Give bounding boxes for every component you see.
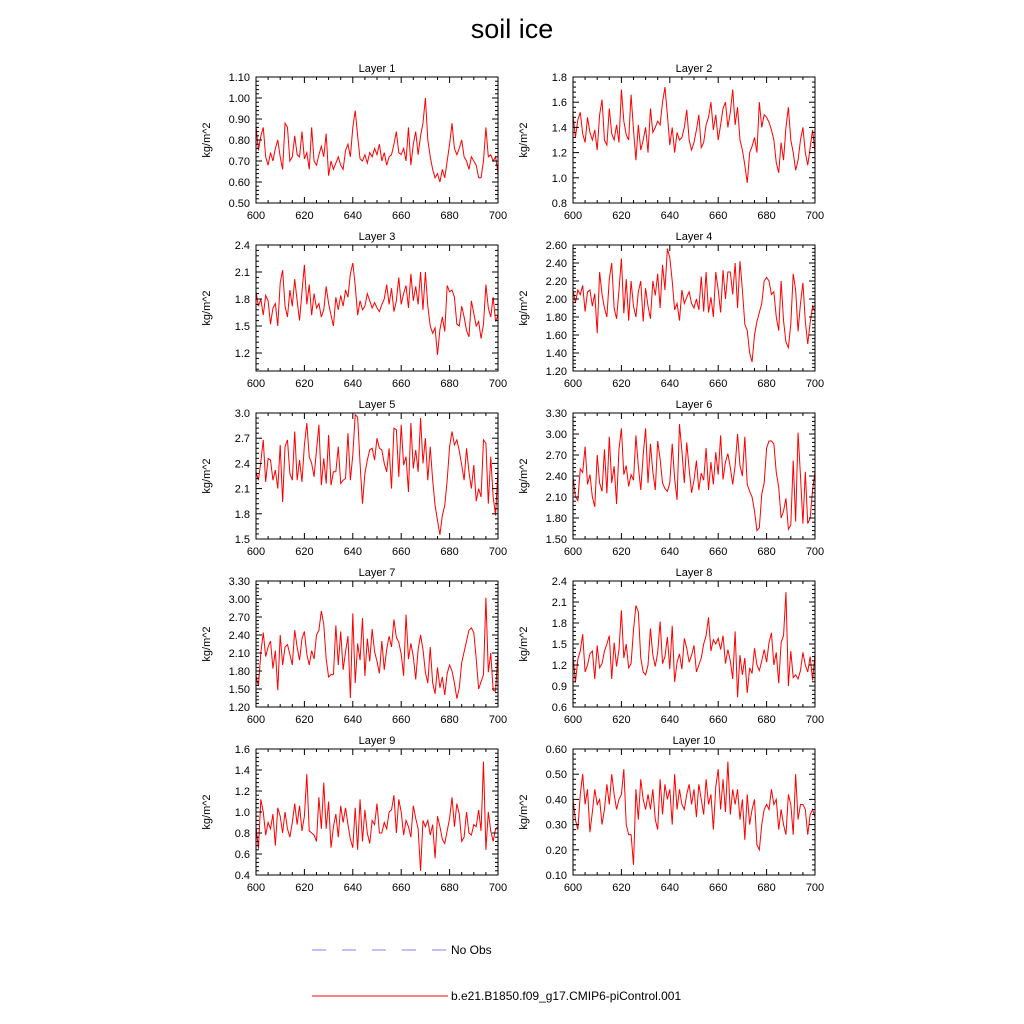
- y-tick-label: 2.1: [234, 267, 250, 279]
- y-tick-label: 0.70: [228, 156, 250, 168]
- x-axis-ticks: [564, 245, 824, 390]
- x-tick-label: 700: [488, 714, 508, 726]
- chart-title: soil ice: [470, 14, 554, 44]
- y-tick-label: 2.70: [545, 450, 567, 462]
- y-axis-ticks: [229, 72, 498, 210]
- y-tick-label: 1.5: [234, 534, 250, 546]
- y-tick-label: 2.4: [234, 458, 250, 471]
- x-tick-label: 640: [343, 714, 362, 726]
- data-series-line: [256, 762, 498, 871]
- x-tick-label: 620: [295, 210, 314, 222]
- y-tick-label: 1.80: [228, 666, 250, 678]
- x-tick-label: 660: [709, 378, 728, 390]
- panel-layer-6: [518, 399, 824, 558]
- y-tick-label: 2.40: [228, 630, 250, 642]
- x-tick-label: 680: [440, 210, 459, 222]
- x-axis-ticks: [247, 245, 507, 390]
- x-tick-label: 680: [440, 714, 459, 726]
- x-tick-label: 660: [709, 714, 728, 726]
- x-tick-label: 700: [805, 378, 825, 390]
- x-tick-label: 700: [488, 882, 508, 894]
- panel-layer-1: [201, 63, 507, 222]
- x-tick-label: 700: [488, 378, 508, 390]
- x-tick-label: 640: [343, 882, 362, 894]
- y-tick-label: 0.60: [228, 177, 250, 189]
- x-axis-ticks: [247, 77, 507, 222]
- y-tick-label: 1.2: [234, 348, 250, 360]
- panel-title: Layer 3: [358, 231, 396, 243]
- y-tick-label: 1.20: [545, 366, 567, 378]
- x-tick-label: 600: [563, 714, 583, 726]
- y-tick-label: 1.50: [228, 684, 250, 696]
- x-tick-label: 620: [295, 378, 314, 390]
- plot-frame: [256, 581, 498, 707]
- panel-title: Layer 5: [358, 399, 396, 411]
- y-axis-label: kg/m^2: [518, 458, 530, 494]
- x-tick-label: 640: [660, 210, 679, 222]
- y-tick-label: 1.50: [545, 534, 567, 546]
- x-tick-label: 700: [805, 714, 825, 726]
- data-series-line: [573, 249, 815, 362]
- y-tick-label: 0.8: [551, 198, 567, 210]
- y-tick-label: 2.00: [545, 294, 567, 306]
- y-tick-label: 3.0: [234, 408, 250, 420]
- panel-layer-3: [201, 231, 507, 390]
- y-tick-label: 2.70: [228, 612, 250, 624]
- x-tick-label: 620: [612, 546, 631, 558]
- x-tick-label: 620: [295, 546, 314, 558]
- data-series-line: [256, 263, 498, 355]
- y-tick-label: 3.00: [228, 594, 250, 606]
- y-tick-label: 1.80: [545, 312, 567, 324]
- y-tick-label: 1.00: [228, 93, 250, 105]
- y-tick-label: 1.4: [551, 122, 567, 135]
- panel-title: Layer 9: [358, 735, 396, 747]
- y-tick-label: 2.4: [234, 240, 250, 252]
- panel-layer-5: [201, 399, 507, 558]
- y-tick-label: 1.8: [234, 508, 250, 521]
- plot-frame: [573, 749, 815, 875]
- x-tick-label: 640: [660, 882, 679, 894]
- x-tick-label: 640: [343, 378, 362, 390]
- y-tick-label: 3.30: [228, 576, 250, 588]
- x-tick-label: 660: [709, 546, 728, 558]
- y-axis-ticks: [546, 744, 815, 882]
- y-tick-label: 0.50: [545, 769, 567, 782]
- y-axis-label: kg/m^2: [201, 122, 213, 158]
- y-tick-label: 0.6: [551, 702, 567, 714]
- y-tick-label: 2.40: [545, 258, 567, 270]
- x-tick-label: 700: [805, 882, 825, 894]
- data-series-line: [573, 592, 815, 697]
- data-series-line: [256, 415, 498, 535]
- y-axis-label: kg/m^2: [518, 794, 530, 830]
- y-tick-label: 0.30: [545, 819, 567, 832]
- y-tick-label: 1.4: [234, 765, 250, 777]
- x-tick-label: 700: [805, 546, 825, 558]
- y-tick-label: 2.20: [545, 276, 567, 288]
- y-axis-label: kg/m^2: [201, 626, 213, 662]
- y-tick-label: 0.50: [228, 198, 250, 210]
- y-tick-label: 1.2: [551, 147, 567, 160]
- x-tick-label: 600: [246, 882, 266, 894]
- y-tick-label: 0.4: [234, 870, 250, 882]
- x-tick-label: 620: [612, 714, 631, 726]
- x-tick-label: 660: [392, 882, 411, 894]
- y-tick-label: 1.6: [551, 97, 567, 110]
- x-tick-label: 620: [612, 378, 631, 390]
- data-series-line: [573, 87, 815, 183]
- y-tick-label: 1.8: [551, 618, 567, 630]
- panel-title: Layer 7: [358, 567, 396, 579]
- x-tick-label: 600: [246, 714, 266, 726]
- x-tick-label: 620: [612, 882, 631, 894]
- x-tick-label: 680: [757, 378, 776, 390]
- x-tick-label: 600: [563, 882, 583, 894]
- data-series-line: [573, 762, 815, 865]
- panel-title: Layer 6: [675, 399, 713, 411]
- y-tick-label: 2.60: [545, 240, 567, 252]
- x-tick-label: 600: [246, 210, 266, 222]
- y-tick-label: 1.2: [551, 660, 567, 672]
- x-axis-ticks: [247, 581, 507, 726]
- y-tick-label: 1.0: [551, 172, 567, 185]
- panel-layer-9: [201, 735, 507, 894]
- y-tick-label: 1.0: [234, 807, 250, 819]
- y-axis-label: kg/m^2: [518, 122, 530, 158]
- y-axis-ticks: [235, 744, 498, 882]
- panel-layer-2: [518, 63, 824, 222]
- x-tick-label: 700: [488, 210, 508, 222]
- y-tick-label: 0.10: [545, 870, 567, 882]
- data-series-line: [573, 424, 815, 530]
- x-tick-label: 680: [440, 378, 459, 390]
- y-tick-label: 1.5: [551, 639, 567, 651]
- y-tick-label: 0.80: [228, 135, 250, 147]
- panel-layer-4: [518, 231, 824, 390]
- panel-title: Layer 2: [675, 63, 713, 75]
- legend: [312, 943, 681, 1003]
- y-tick-label: 2.7: [234, 433, 250, 446]
- y-tick-label: 1.8: [234, 294, 250, 306]
- y-axis-label: kg/m^2: [518, 290, 530, 326]
- y-tick-label: 1.60: [545, 330, 567, 342]
- x-tick-label: 660: [392, 210, 411, 222]
- panel-title: Layer 4: [675, 231, 713, 243]
- x-tick-label: 680: [440, 546, 459, 558]
- plot-frame: [256, 749, 498, 875]
- y-axis-label: kg/m^2: [201, 794, 213, 830]
- y-tick-label: 0.6: [234, 849, 250, 861]
- y-axis-ticks: [552, 72, 815, 210]
- panel-title: Layer 1: [358, 63, 396, 75]
- y-tick-label: 1.8: [551, 72, 567, 84]
- x-tick-label: 700: [488, 546, 508, 558]
- legend-label: b.e21.B1850.f09_g17.CMIP6-piControl.001: [451, 989, 682, 1003]
- x-tick-label: 660: [392, 714, 411, 726]
- x-tick-label: 660: [392, 378, 411, 390]
- panel-layer-7: [201, 567, 507, 726]
- legend-item: [312, 943, 492, 957]
- x-tick-label: 680: [757, 546, 776, 558]
- x-tick-label: 600: [246, 546, 266, 558]
- y-tick-label: 0.8: [234, 828, 250, 840]
- x-tick-label: 660: [392, 546, 411, 558]
- y-tick-label: 0.90: [228, 114, 250, 126]
- y-tick-label: 0.9: [551, 681, 567, 693]
- x-tick-label: 640: [660, 714, 679, 726]
- data-series-line: [256, 98, 498, 182]
- legend-item: [312, 989, 681, 1003]
- x-tick-label: 640: [660, 378, 679, 390]
- x-tick-label: 640: [343, 210, 362, 222]
- y-tick-label: 1.80: [545, 513, 567, 525]
- x-tick-label: 600: [563, 546, 583, 558]
- legend-label: No Obs: [451, 943, 492, 957]
- x-tick-label: 640: [660, 546, 679, 558]
- x-tick-label: 620: [295, 714, 314, 726]
- y-tick-label: 0.40: [545, 794, 567, 807]
- x-tick-label: 680: [757, 882, 776, 894]
- y-axis-ticks: [235, 240, 498, 369]
- x-tick-label: 700: [805, 210, 825, 222]
- y-tick-label: 2.1: [551, 597, 567, 609]
- y-tick-label: 2.4: [551, 576, 567, 588]
- y-axis-label: kg/m^2: [201, 458, 213, 494]
- panel-layer-8: [518, 567, 824, 726]
- y-axis-label: kg/m^2: [201, 290, 213, 326]
- y-tick-label: 1.2: [234, 786, 250, 798]
- y-tick-label: 1.20: [228, 702, 250, 714]
- y-tick-label: 1.5: [234, 321, 250, 333]
- y-tick-label: 0.20: [545, 844, 567, 857]
- x-tick-label: 680: [757, 210, 776, 222]
- x-axis-ticks: [564, 77, 824, 222]
- y-tick-label: 3.00: [545, 429, 567, 441]
- y-tick-label: 0.60: [545, 744, 567, 756]
- plot-frame: [573, 413, 815, 539]
- y-tick-label: 2.1: [234, 483, 250, 496]
- x-tick-label: 660: [709, 210, 728, 222]
- y-tick-label: 2.10: [228, 648, 250, 660]
- x-tick-label: 680: [440, 882, 459, 894]
- x-tick-label: 600: [246, 378, 266, 390]
- x-tick-label: 600: [563, 210, 583, 222]
- x-tick-label: 680: [757, 714, 776, 726]
- x-tick-label: 620: [295, 882, 314, 894]
- x-tick-label: 600: [563, 378, 583, 390]
- x-tick-label: 640: [343, 546, 362, 558]
- x-tick-label: 620: [612, 210, 631, 222]
- panel-title: Layer 10: [672, 735, 716, 747]
- y-tick-label: 2.10: [545, 492, 567, 504]
- x-axis-ticks: [247, 413, 507, 558]
- panel-title: Layer 8: [675, 567, 713, 579]
- data-series-line: [256, 598, 498, 699]
- y-tick-label: 1.6: [234, 744, 250, 756]
- y-tick-label: 2.40: [545, 471, 567, 483]
- y-axis-label: kg/m^2: [518, 626, 530, 662]
- x-tick-label: 660: [709, 882, 728, 894]
- y-tick-label: 1.40: [545, 348, 567, 360]
- y-tick-label: 3.30: [545, 408, 567, 420]
- panel-layer-10: [518, 735, 824, 894]
- y-tick-label: 1.10: [228, 72, 250, 84]
